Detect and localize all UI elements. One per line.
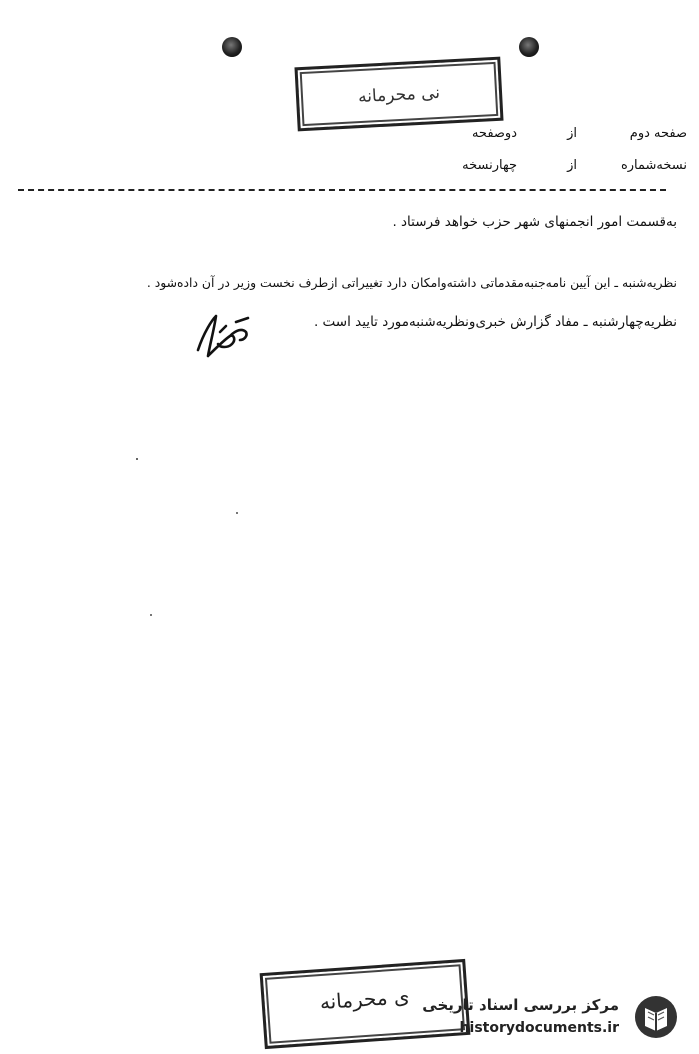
signature-icon: [190, 310, 260, 362]
paper-speck: [136, 458, 138, 460]
body-line-2: نظریه‌شنبه ـ این آیین نامه‌جنبه‌مقدماتی داشته‌وامکان دارد تغییراتی ازطرف نخست وزیر در آن داده‌شود .: [146, 275, 677, 290]
body-line-1: به‌قسمت امور انجمنهای شهر حزب خواهد فرستاد .: [392, 214, 677, 230]
stamp-top-text: نی محرمانه: [357, 82, 441, 108]
copy-number-total: چهارنسخه: [462, 158, 517, 173]
body-line-3: نظریه‌چهارشنبه ـ مفاد گزارش خبری‌ونظریه‌شنبه‌مورد تایید است .: [313, 314, 677, 330]
copy-number-of: از: [567, 158, 577, 173]
watermark-title: مرکز بررسی اسناد تاریخی: [422, 996, 619, 1014]
stamp-bottom-text: ی محرمانه: [319, 983, 411, 1015]
page-number-of: از: [567, 126, 577, 141]
classification-stamp-top: [294, 57, 503, 132]
watermark-url: historydocuments.ir: [459, 1020, 619, 1036]
paper-speck: [150, 614, 152, 616]
paper-speck: [236, 512, 238, 514]
page-number-label: صفحه دوم: [629, 126, 687, 141]
book-logo-icon: [633, 994, 679, 1040]
header-divider: [18, 189, 666, 191]
page-number-total: دوصفحه: [471, 126, 517, 141]
archive-watermark: [413, 990, 683, 1048]
copy-number-label: نسخه‌شماره: [620, 158, 687, 173]
punch-hole-left-icon: [222, 37, 242, 57]
punch-hole-right-icon: [519, 37, 539, 57]
